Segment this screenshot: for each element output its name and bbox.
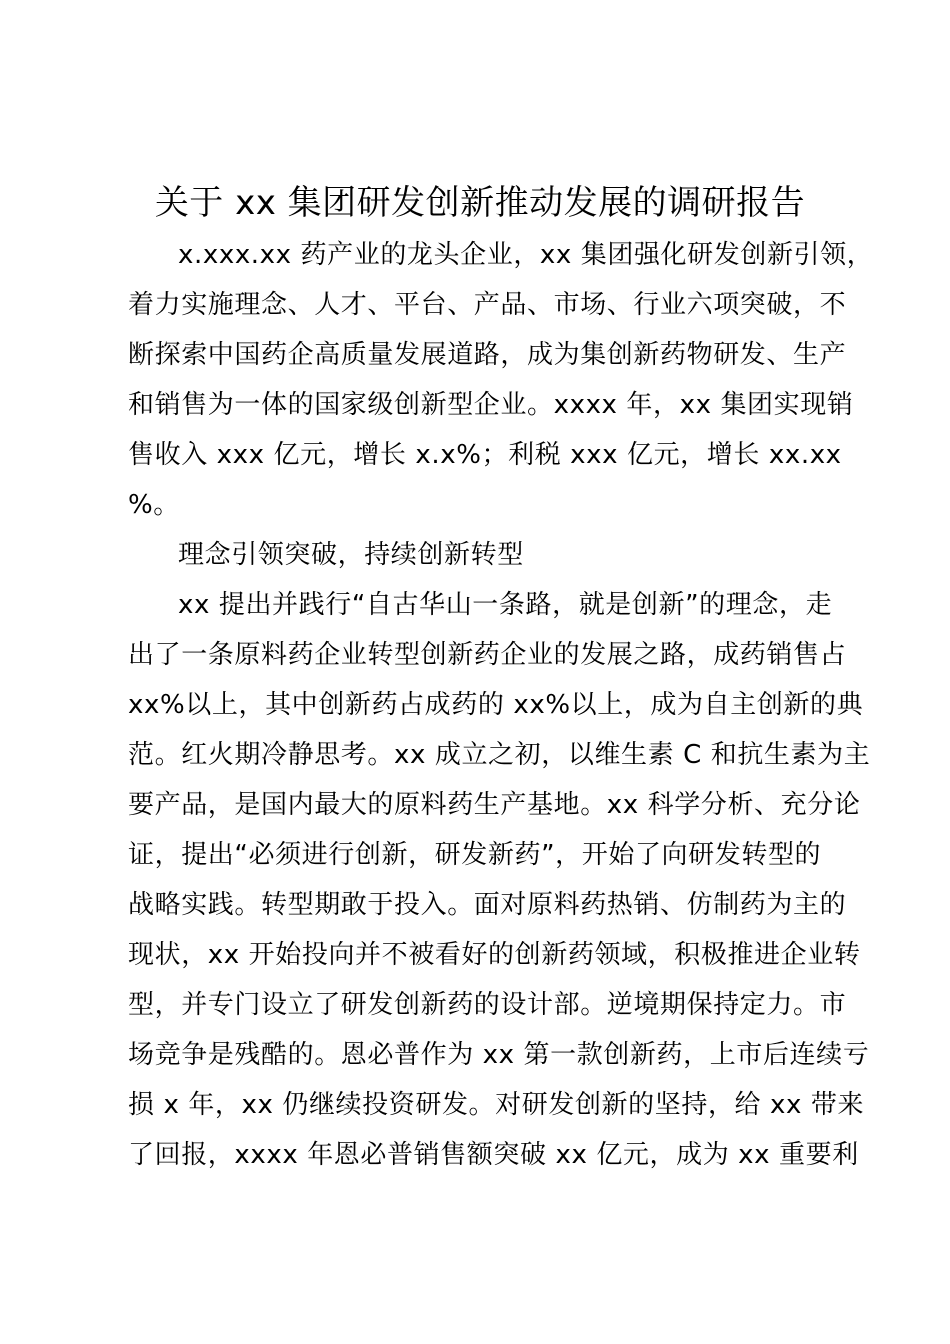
paragraph2-line-7: 战略实践。转型期敢于投入。面对原料药热销、仿制药为主的 xyxy=(128,890,847,920)
paragraph2-line-11: 损 x 年，xx 仍继续投资研发。对研发创新的坚持，给 xx 带来 xyxy=(128,1090,865,1120)
paragraph1-line-1: x.xxx.xx 药产业的龙头企业，xx 集团强化研发创新引领， xyxy=(178,240,874,270)
paragraph2-line-5: 要产品，是国内最大的原料药生产基地。xx 科学分析、充分论 xyxy=(128,790,861,820)
paragraph2-line-10: 场竞争是残酷的。恩必普作为 xx 第一款创新药，上市后连续亏 xyxy=(128,1040,870,1070)
paragraph1-line-3: 断探索中国药企高质量发展道路，成为集创新药物研发、生产 xyxy=(128,340,847,370)
paragraph2-line-3: xx%以上，其中创新药占成药的 xx%以上，成为自主创新的典 xyxy=(128,690,864,720)
paragraph2-line-12: 了回报，xxxx 年恩必普销售额突破 xx 亿元，成为 xx 重要利 xyxy=(128,1140,859,1170)
section-heading: 理念引领突破，持续创新转型 xyxy=(178,540,524,570)
paragraph2-line-2: 出了一条原料药企业转型创新药企业的发展之路，成药销售占 xyxy=(128,640,847,670)
paragraph1-line-2: 着力实施理念、人才、平台、产品、市场、行业六项突破，不 xyxy=(128,290,847,320)
paragraph2-line-8: 现状，xx 开始投向并不被看好的创新药领域，积极推进企业转 xyxy=(128,940,861,970)
document-title: 关于 xx 集团研发创新推动发展的调研报告 xyxy=(154,183,806,223)
paragraph1-line-5: 售收入 xxx 亿元，增长 x.x%；利税 xxx 亿元，增长 xx.xx xyxy=(128,440,842,470)
paragraph2-line-4: 范。红火期冷静思考。xx 成立之初，以维生素 C 和抗生素为主 xyxy=(128,740,871,770)
paragraph1-line-6: %。 xyxy=(128,490,180,520)
paragraph1-line-4: 和销售为一体的国家级创新型企业。xxxx 年，xx 集团实现销 xyxy=(128,390,854,420)
paragraph2-line-1: xx 提出并践行“自古华山一条路，就是创新”的理念，走 xyxy=(178,590,833,620)
paragraph2-line-6: 证，提出“必须进行创新，研发新药”，开始了向研发转型的 xyxy=(128,840,822,870)
paragraph2-line-9: 型，并专门设立了研发创新药的设计部。逆境期保持定力。市 xyxy=(128,990,847,1020)
